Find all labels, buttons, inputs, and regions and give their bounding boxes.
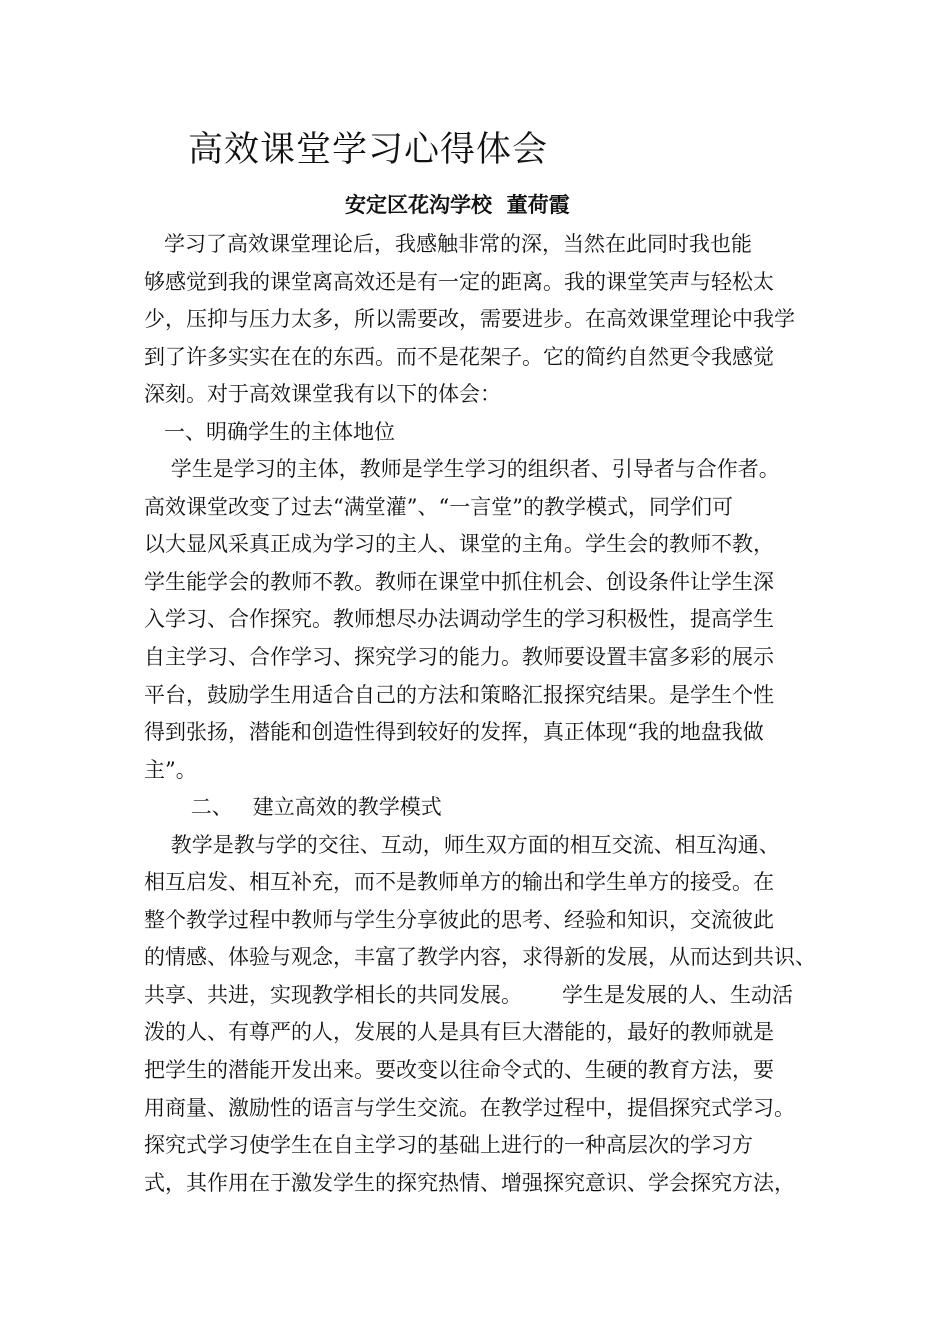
text-line: 的情感、体验与观念，丰富了教学内容，求得新的发展，从而达到共识、 — [144, 945, 816, 970]
document-title: 高效课堂学习心得体会 — [188, 130, 549, 170]
text-line: 自主学习、合作学习、探究学习的能力。教师要设置丰富多彩的展示 — [144, 645, 774, 670]
text-line: 学习了高效课堂理论后，我感触非常的深，当然在此同时我也能 — [144, 232, 753, 256]
text-line: 式，其作用在于激发学生的探究热情、增强探究意识、学会探究方法， — [144, 1170, 795, 1195]
text-line: 泼的人、有尊严的人，发展的人是具有巨大潜能的，最好的教师就是 — [144, 1020, 774, 1045]
text-line: 得到张扬，潜能和创造性得到较好的发挥，真正体现“我的地盘我做 — [144, 720, 764, 745]
author-byline: 安定区花沟学校 董荷霞 — [345, 193, 570, 217]
text-line: 入学习、合作探究。教师想尽办法调动学生的学习积极性，提高学生 — [144, 607, 774, 632]
text-line: 相互启发、相互补充，而不是教师单方的输出和学生单方的接受。在 — [144, 870, 774, 895]
text-line: 学生能学会的教师不教。教师在课堂中抓住机会、创设条件让学生深 — [144, 569, 774, 594]
text-line: 以大显风采真正成为学习的主人、课堂的主角。学生会的教师不教， — [144, 532, 774, 557]
text-line: 把学生的潜能开发出来。要改变以往命令式的、生硬的教育方法，要 — [144, 1058, 774, 1083]
text-line: 用商量、激励性的语言与学生交流。在教学过程中，提倡探究式学习。 — [144, 1095, 795, 1120]
text-line: 深刻。对于高效课堂我有以下的体会： — [144, 382, 501, 407]
text-line: 平台，鼓励学生用适合自己的方法和策略汇报探究结果。是学生个性 — [144, 682, 774, 707]
text-line: 整个教学过程中教师与学生分享彼此的思考、经验和知识，交流彼此 — [144, 907, 774, 932]
text-line: 学生是学习的主体，教师是学生学习的组织者、引导者与合作者。 — [144, 457, 780, 482]
text-line: 高效课堂改变了过去“满堂灌”、“一言堂”的教学模式，同学们可 — [144, 494, 733, 519]
text-line: 主”。 — [144, 757, 197, 782]
text-line: 探究式学习使学生在自主学习的基础上进行的一种高层次的学习方 — [144, 1133, 753, 1158]
section-heading-2: 二、 建立高效的教学模式 — [144, 795, 442, 820]
document-body — [144, 226, 824, 1202]
text-line: 共享、共进，实现教学相长的共同发展。 学生是发展的人、生动活 — [144, 982, 794, 1007]
section-heading-1: 一、明确学生的主体地位 — [144, 419, 396, 444]
text-line: 到了许多实实在在的东西。而不是花架子。它的简约自然更令我感觉 — [144, 344, 774, 369]
text-line: 教学是教与学的交往、互动，师生双方面的相互交流、相互沟通、 — [144, 832, 780, 857]
text-line: 少，压抑与压力太多，所以需要改，需要进步。在高效课堂理论中我学 — [144, 307, 795, 332]
text-line: 够感觉到我的课堂离高效还是有一定的距离。我的课堂笑声与轻松太 — [144, 269, 774, 294]
